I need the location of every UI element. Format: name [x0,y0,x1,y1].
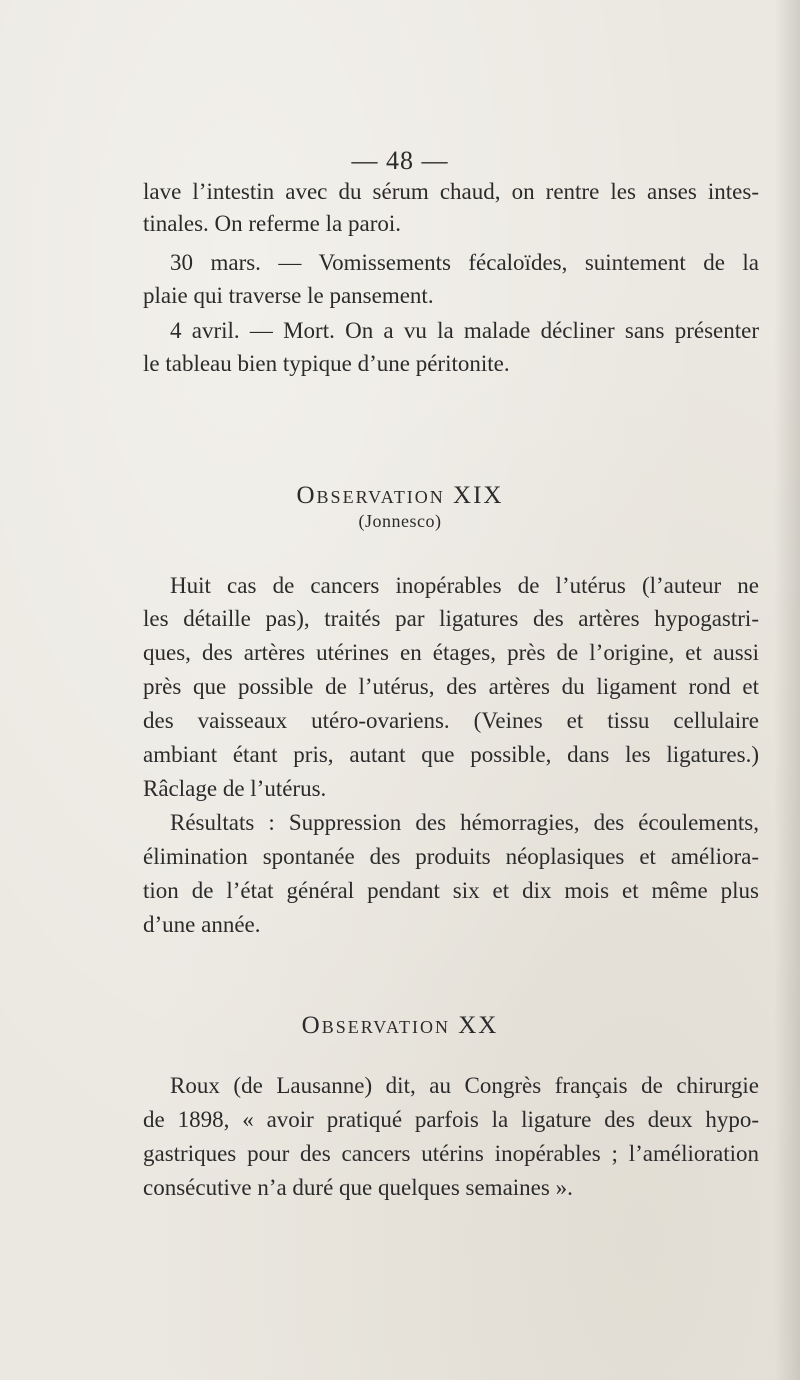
text-line: 4 avril. — Mort. On a vu la malade décliner sans présenter [170,318,759,343]
observation-19-heading: Observation XIX [296,482,504,509]
page-number: — 48 — [351,146,449,175]
text-line: tinales. On referme la paroi. [143,211,401,236]
text-line: ambiant étant pris, autant que possible, dans les ligatures.) [143,742,759,767]
text-line: plaie qui traverse le pansement. [143,283,434,308]
text-line: lave l’intestin avec du sérum chaud, on rentre les anses intes- [143,179,759,204]
observation-20-heading: Observation XX [301,1012,499,1039]
text-line: les détaille pas), traités par ligatures des artères hypogastri- [143,606,759,631]
text-line: gastriques pour des cancers utérins inopérables ; l’amélioration [143,1141,759,1166]
text-line: d’une année. [143,912,261,937]
text-line: ques, des artères utérines en étages, près de l’origine, et aussi [143,640,759,665]
text-line: le tableau bien typique d’une péritonite. [143,351,510,376]
observation-19-author: (Jonnesco) [358,511,442,531]
text-line: Roux (de Lausanne) dit, au Congrès français de chirurgie [170,1073,759,1098]
text-line: Résultats : Suppression des hémorragies, des écoulements, [170,810,759,835]
text-line: 30 mars. — Vomissements fécaloïdes, suintement de la [170,250,759,275]
text-line: consécutive n’a duré que quelques semaines ». [143,1175,573,1200]
text-line: élimination spontanée des produits néoplasiques et améliora- [143,844,759,869]
text-line: de 1898, « avoir pratiqué parfois la ligature des deux hypo- [143,1107,759,1132]
text-line: Râclage de l’utérus. [143,776,327,801]
page-edge-shadow [774,0,800,1380]
text-line: des vaisseaux utéro-ovariens. (Veines et tissu cellulaire [143,708,759,733]
text-line: Huit cas de cancers inopérables de l’utérus (l’auteur ne [170,573,759,598]
text-line: près que possible de l’utérus, des artères du ligament rond et [143,674,759,699]
text-line: tion de l’état général pendant six et dix mois et même plus [143,878,759,903]
